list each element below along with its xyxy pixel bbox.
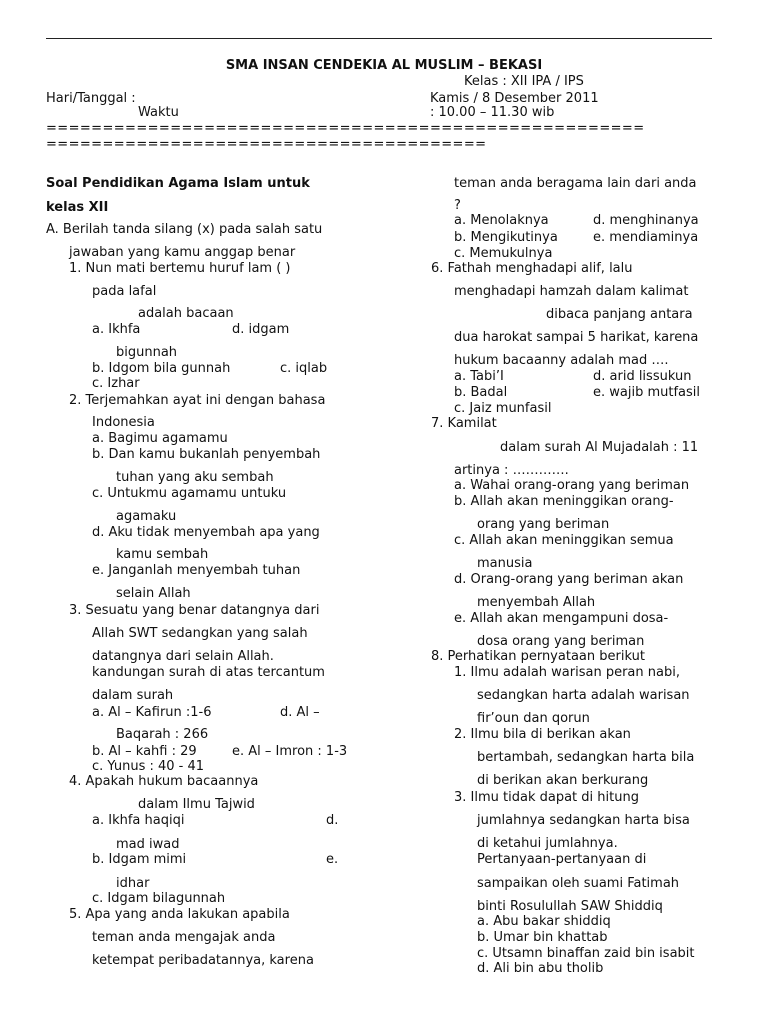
option-d-cont: bigunnah (116, 345, 178, 360)
option-e: e. Al – Imron : 1-3 (232, 744, 348, 759)
option-c: c. iqlab (280, 361, 328, 376)
option-b: b. Mengikutinya (454, 230, 558, 245)
option-b: b. Al – kahfi : 29 (92, 744, 197, 759)
option-a: a. Wahai orang-orang yang beriman (454, 478, 690, 493)
question-7: 7. Kamilat (431, 416, 497, 431)
option-d: d. Orang-orang yang beriman akan (454, 572, 684, 587)
time-label: Waktu (138, 105, 179, 120)
statement-1: 1. Ilmu adalah warisan peran nabi, (454, 665, 680, 680)
question-8-prompt: sampaikan oleh suami Fatimah (477, 876, 680, 891)
date-label: Hari/Tanggal : (46, 91, 136, 106)
question-2: 2. Terjemahkan ayat ini dengan bahasa (69, 393, 326, 408)
question-1-cont: adalah bacaan (138, 306, 234, 321)
option-a: a. Ikhfa (92, 322, 141, 337)
option-b-cont: orang yang beriman (477, 517, 610, 532)
question-7-cont: artinya : …………. (454, 463, 569, 478)
option-b: b. Umar bin khattab (477, 930, 608, 945)
question-8-prompt: binti Rosulullah SAW Shiddiq (477, 899, 663, 914)
question-5: 5. Apa yang anda lakukan apabila (69, 907, 290, 922)
option-c: c. Yunus : 40 - 41 (92, 759, 205, 774)
option-c: c. Idgam bilagunnah (92, 891, 226, 906)
option-a: a. Menolaknya (454, 213, 549, 228)
question-8-prompt: Pertanyaan-pertanyaan di (477, 852, 647, 867)
option-e: e. Janganlah menyembah tuhan (92, 563, 301, 578)
option-d: d. menghinanya (593, 213, 699, 228)
option-d-cont: mad iwad (116, 837, 180, 852)
school-name: SMA INSAN CENDEKIA AL MUSLIM – BEKASI (225, 58, 543, 73)
option-c: c. Utsamn binaffan zaid bin isabit (477, 946, 695, 961)
option-e: e. wajib mutfasil (593, 385, 701, 400)
option-c-cont: manusia (477, 556, 533, 571)
option-c: c. Memukulnya (454, 246, 553, 261)
statement-3-cont: di ketahui jumlahnya. (477, 836, 618, 851)
option-e: e. Allah akan mengampuni dosa- (454, 611, 669, 626)
question-3-cont: Allah SWT sedangkan yang salah (92, 626, 308, 641)
question-6-cont: dua harokat sampai 5 harikat, karena (454, 330, 699, 345)
question-8: 8. Perhatikan pernyataan berikut (431, 649, 645, 664)
option-d-cont: menyembah Allah (477, 595, 596, 610)
question-2-cont: Indonesia (92, 415, 155, 430)
question-1: 1. Nun mati bertemu huruf lam ( ) (69, 261, 291, 276)
option-a: a. Ikhfa haqiqi (92, 813, 185, 828)
question-5-cont: ketempat peribadatannya, karena (92, 953, 314, 968)
option-e: e. mendiaminya (593, 230, 699, 245)
question-3-cont: datangnya dari selain Allah. (92, 649, 274, 664)
option-c-cont: agamaku (116, 509, 177, 524)
option-d: d. Al – (280, 705, 320, 720)
option-a: a. Abu bakar shiddiq (477, 914, 611, 929)
statement-1-cont: sedangkan harta adalah warisan (477, 688, 690, 703)
question-5-cont: teman anda mengajak anda (92, 930, 276, 945)
question-7-cont: dalam surah Al Mujadalah : 11 (500, 440, 699, 455)
option-d-cont: Baqarah : 266 (116, 727, 209, 742)
option-d: d. idgam (232, 322, 290, 337)
statement-2-cont: di berikan akan berkurang (477, 773, 649, 788)
separator-line-1: ===================================================== (46, 121, 645, 136)
option-c: c. Izhar (92, 376, 140, 391)
option-d: d. arid lissukun (593, 369, 692, 384)
statement-2: 2. Ilmu bila di berikan akan (454, 727, 631, 742)
statement-3: 3. Ilmu tidak dapat di hitung (454, 790, 639, 805)
class-info: Kelas : XII IPA / IPS (464, 74, 584, 89)
option-d: d. Ali bin abu tholib (477, 961, 604, 976)
section-instruction: A. Berilah tanda silang (x) pada salah satu (46, 222, 323, 237)
option-d: d. (326, 813, 339, 828)
statement-2-cont: bertambah, sedangkan harta bila (477, 750, 695, 765)
question-4-cont: dalam Ilmu Tajwid (138, 797, 255, 812)
option-e-cont: idhar (116, 876, 150, 891)
date-value: Kamis / 8 Desember 2011 (430, 91, 599, 106)
option-a: a. Bagimu agamamu (92, 431, 228, 446)
subject-title: Soal Pendidikan Agama Islam untuk (46, 176, 310, 191)
statement-1-cont: fir’oun dan qorun (477, 711, 590, 726)
question-3-cont: kandungan surah di atas tercantum (92, 665, 325, 680)
option-e-cont: selain Allah (116, 586, 191, 601)
option-d-cont: kamu sembah (116, 547, 209, 562)
option-a: a. Tabi’I (454, 369, 504, 384)
statement-3-cont: jumlahnya sedangkan harta bisa (477, 813, 690, 828)
question-3: 3. Sesuatu yang benar datangnya dari (69, 603, 320, 618)
question-6-cont: menghadapi hamzah dalam kalimat (454, 284, 689, 299)
question-5-cont: teman anda beragama lain dari anda (454, 176, 697, 191)
option-b-cont: tuhan yang aku sembah (116, 470, 274, 485)
section-instruction-cont: jawaban yang kamu anggap benar (69, 245, 296, 260)
option-b: b. Dan kamu bukanlah penyembah (92, 447, 321, 462)
option-a: a. Al – Kafirun :1-6 (92, 705, 212, 720)
question-5-cont: ? (454, 198, 461, 213)
option-e-cont: dosa orang yang beriman (477, 634, 645, 649)
question-6: 6. Fathah menghadapi alif, lalu (431, 261, 633, 276)
option-b: b. Idgam mimi (92, 852, 187, 867)
subject-title-class: kelas XII (46, 200, 109, 215)
top-rule (46, 38, 712, 39)
time-value: : 10.00 – 11.30 wib (430, 105, 555, 120)
question-6-cont: dibaca panjang antara (546, 307, 693, 322)
option-d: d. Aku tidak menyembah apa yang (92, 525, 320, 540)
option-c: c. Untukmu agamamu untuku (92, 486, 287, 501)
option-c: c. Allah akan meninggikan semua (454, 533, 674, 548)
option-e: e. (326, 852, 339, 867)
option-b: b. Allah akan meninggikan orang- (454, 494, 674, 509)
option-b: b. Idgom bila gunnah (92, 361, 231, 376)
question-1-cont: pada lafal (92, 284, 157, 299)
question-4: 4. Apakah hukum bacaannya (69, 774, 259, 789)
separator-line-2: ======================================= (46, 137, 487, 152)
question-3-cont: dalam surah (92, 688, 174, 703)
option-b: b. Badal (454, 385, 508, 400)
question-6-cont: hukum bacaanny adalah mad …. (454, 353, 669, 368)
option-c: c. Jaiz munfasil (454, 401, 552, 416)
